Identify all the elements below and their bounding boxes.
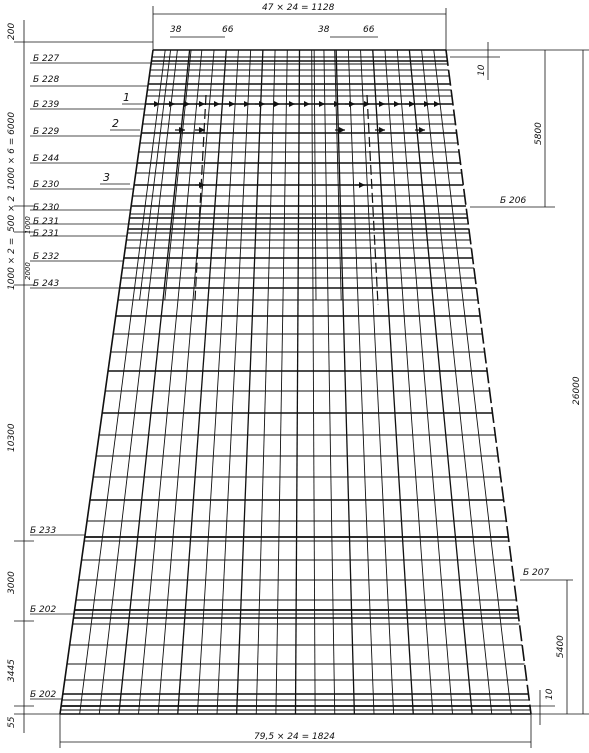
anchor-arrow-head <box>289 101 295 107</box>
short-longitudinal-bar <box>314 50 316 300</box>
anchor-arrows <box>150 101 440 188</box>
anchor-arrow-head <box>359 182 365 188</box>
label-b239: Б 239 <box>33 100 60 110</box>
top-spacing-left-b: 66 <box>222 25 234 35</box>
splice-line-left <box>195 95 206 300</box>
marker-3: 3 <box>103 171 110 184</box>
left-dim-1: 1000 × 6 = 6000 <box>7 111 17 190</box>
left-dim-6: 3445 <box>7 659 17 682</box>
label-b207: Б 207 <box>523 568 550 578</box>
anchor-arrow-head <box>304 101 310 107</box>
left-dim-2: 500 × 2 <box>7 195 17 232</box>
label-b233: Б 233 <box>30 526 57 536</box>
short-longitudinal-bar <box>335 50 342 300</box>
right-dim-lower: 5400 <box>556 635 566 658</box>
label-b231b: Б 231 <box>33 229 60 239</box>
left-dim-top: 200 <box>7 22 17 40</box>
splice-line-right <box>367 95 378 305</box>
anchor-arrow-head <box>229 101 235 107</box>
anchor-arrow-head <box>339 127 345 133</box>
anchor-arrow-head <box>379 101 385 107</box>
row-markers <box>100 91 150 184</box>
right-dim-top-small: 10 <box>477 64 487 76</box>
top-spacing-right-a: 38 <box>318 25 330 35</box>
label-b229: Б 229 <box>33 127 60 137</box>
label-b232: Б 232 <box>33 252 60 262</box>
label-b243: Б 243 <box>33 279 60 289</box>
anchor-arrow-head <box>184 101 190 107</box>
splice-lines <box>195 95 378 305</box>
anchor-arrow-head <box>319 101 325 107</box>
right-dim-total: 26000 <box>572 376 582 405</box>
anchor-arrow-head <box>379 127 385 133</box>
label-b231a: Б 231 <box>33 217 60 227</box>
anchor-arrow-head <box>434 101 440 107</box>
label-b228: Б 228 <box>33 75 60 85</box>
short-longitudinal-bar <box>140 50 171 300</box>
bottom-dimension <box>60 714 531 748</box>
bottom-width-dim: 79,5 × 24 = 1824 <box>254 732 335 742</box>
anchor-arrow-head <box>154 101 160 107</box>
marker-1: 1 <box>123 91 130 104</box>
left-dim-5: 3000 <box>7 571 17 594</box>
anchor-arrow-head <box>214 101 220 107</box>
anchor-arrow-head <box>419 127 425 133</box>
label-b227: Б 227 <box>33 54 60 64</box>
left-dim-4: 10300 <box>7 423 17 452</box>
label-b206: Б 206 <box>500 196 527 206</box>
anchor-arrow-head <box>394 101 400 107</box>
marker-2: 2 <box>112 117 119 130</box>
top-spacing-right-b: 66 <box>363 25 375 35</box>
label-b230a: Б 230 <box>33 180 60 190</box>
label-b202a: Б 202 <box>30 605 57 615</box>
anchor-arrow-head <box>199 101 205 107</box>
anchor-arrow-head <box>349 101 355 107</box>
anchor-arrow-head <box>244 101 250 107</box>
right-dimension-chain <box>446 42 589 725</box>
anchor-arrow-head <box>169 101 175 107</box>
anchor-arrow-head <box>199 182 205 188</box>
anchor-arrow-head <box>259 101 265 107</box>
bar-labels-left <box>30 54 59 700</box>
left-dim-2b: 1000 <box>24 216 32 234</box>
left-dim-3: 1000 × 2 = <box>7 237 17 290</box>
label-b230b: Б 230 <box>33 203 60 213</box>
left-dim-bottom: 55 <box>7 716 17 728</box>
top-spacing-left-a: 38 <box>170 25 182 35</box>
label-b202b: Б 202 <box>30 690 57 700</box>
right-dim-bottom-small: 10 <box>545 688 555 700</box>
right-dim-upper: 5800 <box>534 122 544 145</box>
bar-labels-right <box>470 196 573 580</box>
anchor-arrow-head <box>274 101 280 107</box>
top-width-dim: 47 × 24 = 1128 <box>262 3 335 13</box>
label-b244: Б 244 <box>33 154 60 164</box>
short-longitudinal-bar <box>165 50 191 300</box>
left-dim-3b: 2000 <box>24 262 32 280</box>
